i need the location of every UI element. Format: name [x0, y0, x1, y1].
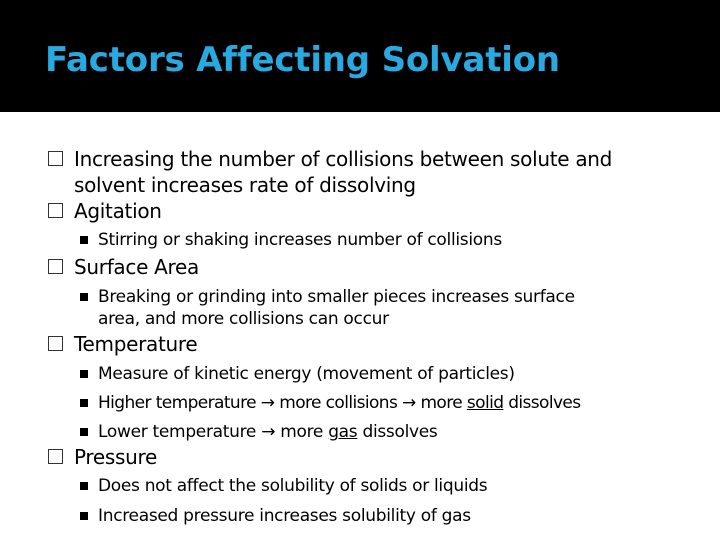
bullet-label: Pressure [74, 445, 158, 469]
filled-square-icon [80, 236, 88, 244]
hollow-square-icon [48, 259, 63, 274]
sub-bullet-text: Breaking or grinding into smaller pieces increases surface [98, 287, 575, 307]
hollow-square-icon [48, 203, 63, 218]
bullet-text: Increasing the number of collisions between solute and [74, 147, 613, 171]
filled-square-icon [80, 293, 88, 301]
sub-bullet-text: area, and more collisions can occur [98, 309, 389, 329]
filled-square-icon [80, 482, 88, 490]
sub-bullet-text-part: Higher temperature → more collisions → more [98, 393, 467, 413]
sub-bullet-text-part: dissolves [357, 422, 438, 442]
bullet-label: Surface Area [74, 255, 199, 279]
sub-bullet-text: Increased pressure increases solubility of gas [98, 506, 471, 526]
sub-bullet-text: Does not affect the solubility of solids or liquids [98, 476, 488, 496]
underlined-word: solid [466, 393, 504, 413]
sub-bullet-text [98, 422, 438, 443]
sub-bullet-text: Stirring or shaking increases number of collisions [98, 230, 502, 250]
sub-bullet-text [98, 393, 581, 414]
sub-bullet-text: Measure of kinetic energy (movement of particles) [98, 364, 515, 384]
hollow-square-icon [48, 151, 63, 166]
filled-square-icon [80, 399, 88, 407]
filled-square-icon [80, 370, 88, 378]
sub-bullet-text-part: dissolves [503, 393, 581, 413]
filled-square-icon [80, 428, 88, 436]
sub-bullet-text-part: Lower temperature → more [98, 422, 329, 442]
filled-square-icon [80, 512, 88, 520]
bullet-label: Temperature [74, 332, 198, 356]
hollow-square-icon [48, 449, 63, 464]
underlined-word: gas [328, 422, 358, 442]
slide-title: Factors Affecting Solvation [45, 40, 560, 80]
bullet-label: Agitation [74, 199, 162, 223]
bullet-text: solvent increases rate of dissolving [74, 173, 416, 197]
hollow-square-icon [48, 336, 63, 351]
